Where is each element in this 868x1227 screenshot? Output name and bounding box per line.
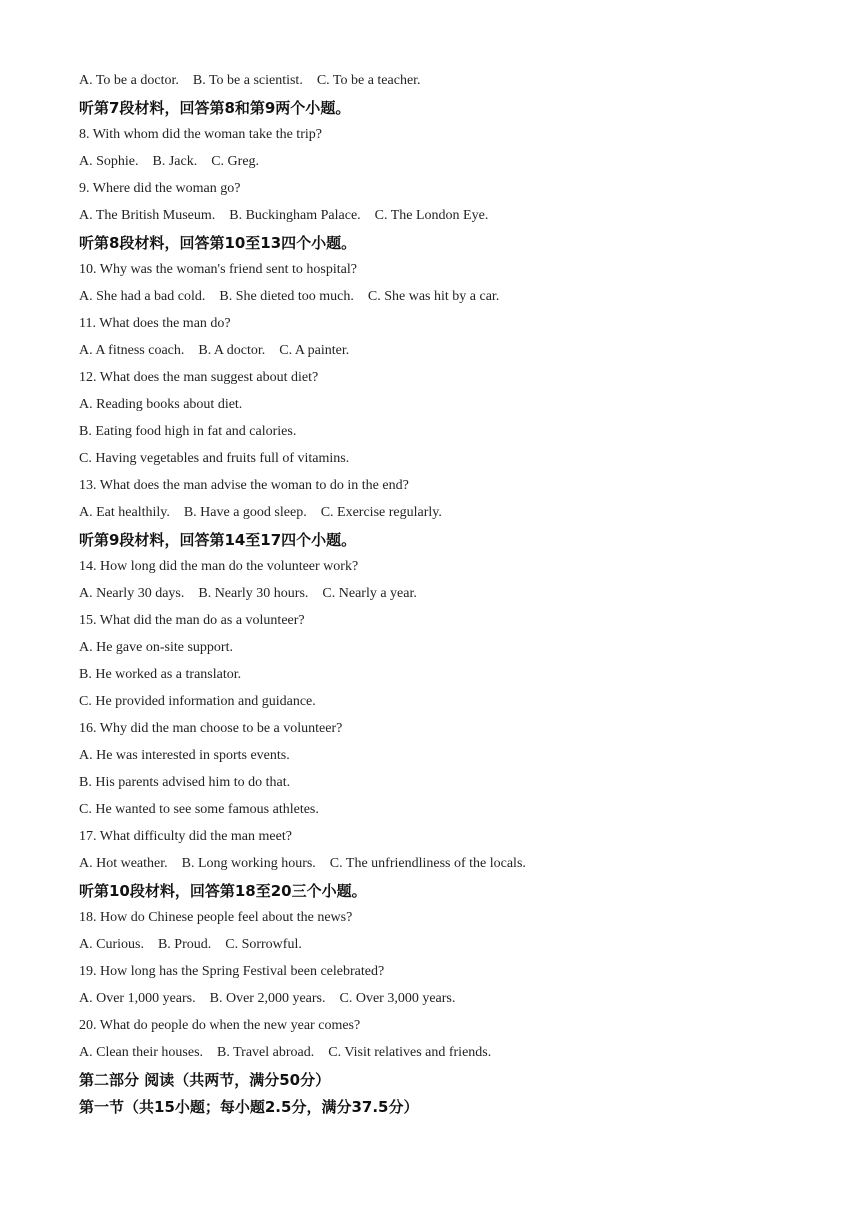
- answer-options: A. Clean their houses. B. Travel abroad. C. Visit relatives and friends.: [79, 1045, 492, 1060]
- question-text: 13. What does the man advise the woman to do in the end?: [79, 478, 409, 493]
- answer-options: B. Eating food high in fat and calories.: [79, 424, 297, 439]
- answer-options: A. Sophie. B. Jack. C. Greg.: [79, 154, 260, 169]
- question-text: 12. What does the man suggest about diet?: [79, 370, 319, 385]
- answer-options: A. She had a bad cold. B. She dieted too much. C. She was hit by a car.: [79, 289, 500, 304]
- question-text: 19. How long has the Spring Festival been celebrated?: [79, 964, 385, 979]
- question-text: 10. Why was the woman's friend sent to hospital?: [79, 262, 357, 277]
- question-text: 9. Where did the woman go?: [79, 181, 241, 196]
- answer-options: A. Eat healthily. B. Have a good sleep. C. Exercise regularly.: [79, 505, 442, 520]
- answer-options: A. Nearly 30 days. B. Nearly 30 hours. C. Nearly a year.: [79, 586, 417, 601]
- section-heading: 第二部分 阅读（共两节，满分50分）: [79, 1071, 331, 1089]
- answer-options: C. He wanted to see some famous athletes.: [79, 802, 319, 817]
- answer-options: C. He provided information and guidance.: [79, 694, 316, 709]
- answer-options: A. A fitness coach. B. A doctor. C. A painter.: [79, 343, 350, 358]
- answer-options: A. To be a doctor. B. To be a scientist. C. To be a teacher.: [79, 73, 421, 88]
- section-heading: 听第9段材料，回答第14至17四个小题。: [79, 531, 357, 549]
- answer-options: B. He worked as a translator.: [79, 667, 242, 682]
- answer-options: A. He gave on-site support.: [79, 640, 233, 655]
- question-text: 18. How do Chinese people feel about the news?: [79, 910, 353, 925]
- question-text: 17. What difficulty did the man meet?: [79, 829, 292, 844]
- answer-options: A. Over 1,000 years. B. Over 2,000 years. C. Over 3,000 years.: [79, 991, 456, 1006]
- section-heading: 第一节（共15小题；每小题2.5分，满分37.5分）: [79, 1098, 419, 1116]
- answer-options: A. He was interested in sports events.: [79, 748, 290, 763]
- answer-options: A. Reading books about diet.: [79, 397, 243, 412]
- answer-options: B. His parents advised him to do that.: [79, 775, 291, 790]
- section-heading: 听第10段材料，回答第18至20三个小题。: [79, 882, 367, 900]
- question-text: 20. What do people do when the new year comes?: [79, 1018, 361, 1033]
- section-heading: 听第7段材料，回答第8和第9两个小题。: [79, 99, 351, 117]
- answer-options: A. Hot weather. B. Long working hours. C. The unfriendliness of the locals.: [79, 856, 526, 871]
- question-text: 16. Why did the man choose to be a volunteer?: [79, 721, 343, 736]
- answer-options: A. The British Museum. B. Buckingham Palace. C. The London Eye.: [79, 208, 489, 223]
- question-text: 15. What did the man do as a volunteer?: [79, 613, 305, 628]
- answer-options: A. Curious. B. Proud. C. Sorrowful.: [79, 937, 302, 952]
- question-text: 14. How long did the man do the volunteer work?: [79, 559, 359, 574]
- answer-options: C. Having vegetables and fruits full of vitamins.: [79, 451, 350, 466]
- question-text: 11. What does the man do?: [79, 316, 231, 331]
- question-text: 8. With whom did the woman take the trip?: [79, 127, 322, 142]
- section-heading: 听第8段材料，回答第10至13四个小题。: [79, 234, 357, 252]
